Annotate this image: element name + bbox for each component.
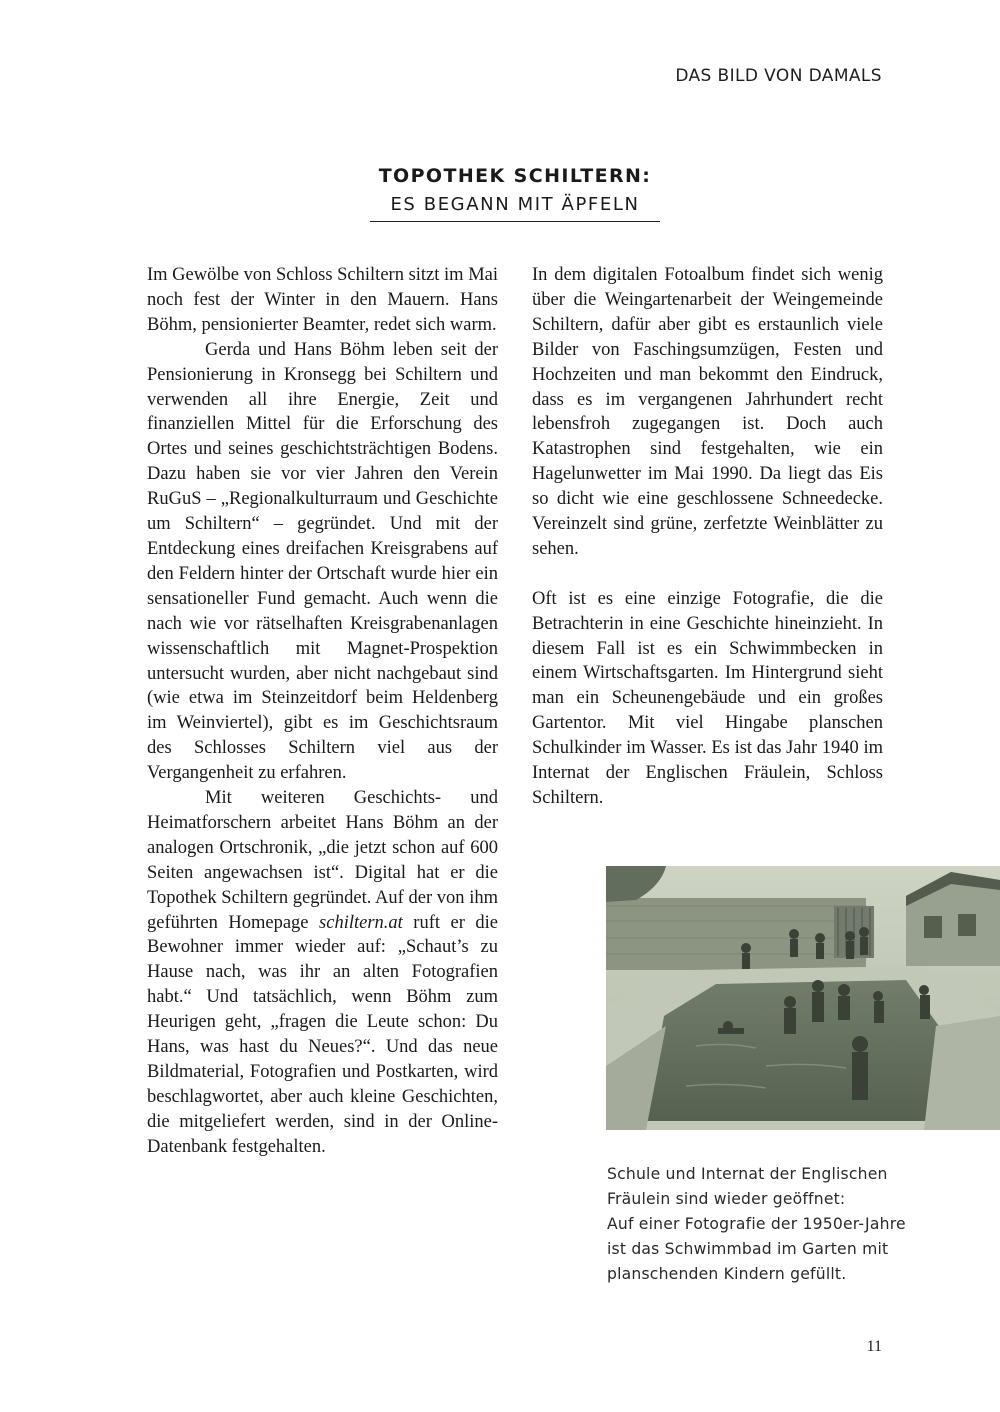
left-text-column	[147, 263, 498, 1160]
paragraph-text: ruft er die Bewohner immer wieder auf: „Schaut’s zu Hause nach, was ihr an alten Fotografien habt.“ Und tatsächlich, wenn Böhm zum Heurigen geht, „fragen die Leute schon: Du Hans, was hast du Neues?“. Und das neue Bildmaterial, Fotografien und Postkarten, wird beschlagwortet, aber auch kleine Geschichten, die mitgeliefert werden, sind in der Online-Datenbank festgehalten.	[147, 912, 498, 1157]
right-text-column	[532, 263, 883, 811]
paragraph: Oft ist es eine einzige Fotografie, die die Betrachterin in eine Geschichte hineinzieht. In diesem Fall ist es ein Schwimmbecken in einem Wirtschaftsgarten. Im Hintergrund sieht man ein Scheunengebäude und ein großes Gartentor. Mit viel Hingabe planschen Schulkinder im Wasser. Es ist das Jahr 1940 im Internat der Englischen Fräulein, Schloss Schiltern.	[532, 588, 883, 809]
caption-line: Schule und Internat der Englischen	[607, 1165, 888, 1183]
caption-line: planschenden Kindern gefüllt.	[607, 1265, 847, 1283]
historic-pool-photo	[606, 866, 1000, 1130]
caption-line: ist das Schwimmbad im Garten mit	[607, 1240, 889, 1258]
photo-illustration	[606, 866, 1000, 1130]
paragraph: Gerda und Hans Böhm leben seit der Pensionierung in Kronsegg bei Schiltern und verwenden all ihre Energie, Zeit und finanziellen Mittel für die Erforschung des Ortes und seines geschichtsträchtigen Bodens. Dazu haben sie vor vier Jahren den Verein RuGuS – „Regionalkulturraum und Geschichte um Schiltern“ – gegründet. Und mit der Entdeckung eines dreifachen Kreisgrabens auf den Feldern hinter der Ortschaft wurde hier ein sensationeller Fund gemacht. Auch wenn die nach wie vor rätselhaften Kreisgrabenanlagen wissenschaftlich mit Magnet-Prospektion untersucht wurden, aber nicht nachgebaut sind (wie etwa im Steinzeitdorf beim Heldenberg im Weinviertel), gibt es im Geschichtsraum des Schlosses Schiltern viel aus der Vergangenheit zu erfahren.	[147, 339, 498, 784]
page-number: 11	[866, 1338, 882, 1355]
photo-caption	[607, 1162, 987, 1287]
article-title: TOPOTHEK SCHILTERN:	[378, 165, 652, 187]
paragraph: In dem digitalen Fotoalbum findet sich wenig über die Weingartenarbeit der Weingemeinde Schiltern, dafür aber gibt es erstaunlich viele Bilder von Faschingsumzügen, Festen und Hochzeiten und man bekommt den Eindruck, dass es im vergangenen Jahrhundert recht lebensfroh zugegangen ist. Doch auch Katastrophen sind festgehalten, wie ein Hagelunwetter im Mai 1990. Da liegt das Eis so dicht wie eine geschlossene Schneedecke. Vereinzelt sind grüne, zerfetzte Weinblätter zu sehen.	[532, 265, 883, 559]
caption-line: Fräulein sind wieder geöffnet:	[607, 1190, 846, 1208]
paragraph	[147, 786, 498, 1160]
article-title-block	[370, 163, 660, 222]
section-label: DAS BILD VON DAMALS	[675, 66, 882, 86]
website-link[interactable]: schiltern.at	[319, 912, 403, 933]
paragraph: Im Gewölbe von Schloss Schiltern sitzt im Mai noch fest der Winter in den Mauern. Hans Böhm, pensionierter Beamter, redet sich warm.	[147, 265, 498, 335]
paragraph-text: Mit weiteren Geschichts- und Heimatforschern arbeitet Hans Böhm an der analogen Ortschronik, „die jetzt schon auf 600 Seiten angewachsen ist“. Digital hat er die Topothek Schiltern gegründet. Auf der von ihm geführten Homepage	[147, 788, 498, 933]
caption-line: Auf einer Fotografie der 1950er-Jahre	[607, 1215, 906, 1233]
article-subtitle: ES BEGANN MIT ÄPFELN	[370, 191, 660, 222]
